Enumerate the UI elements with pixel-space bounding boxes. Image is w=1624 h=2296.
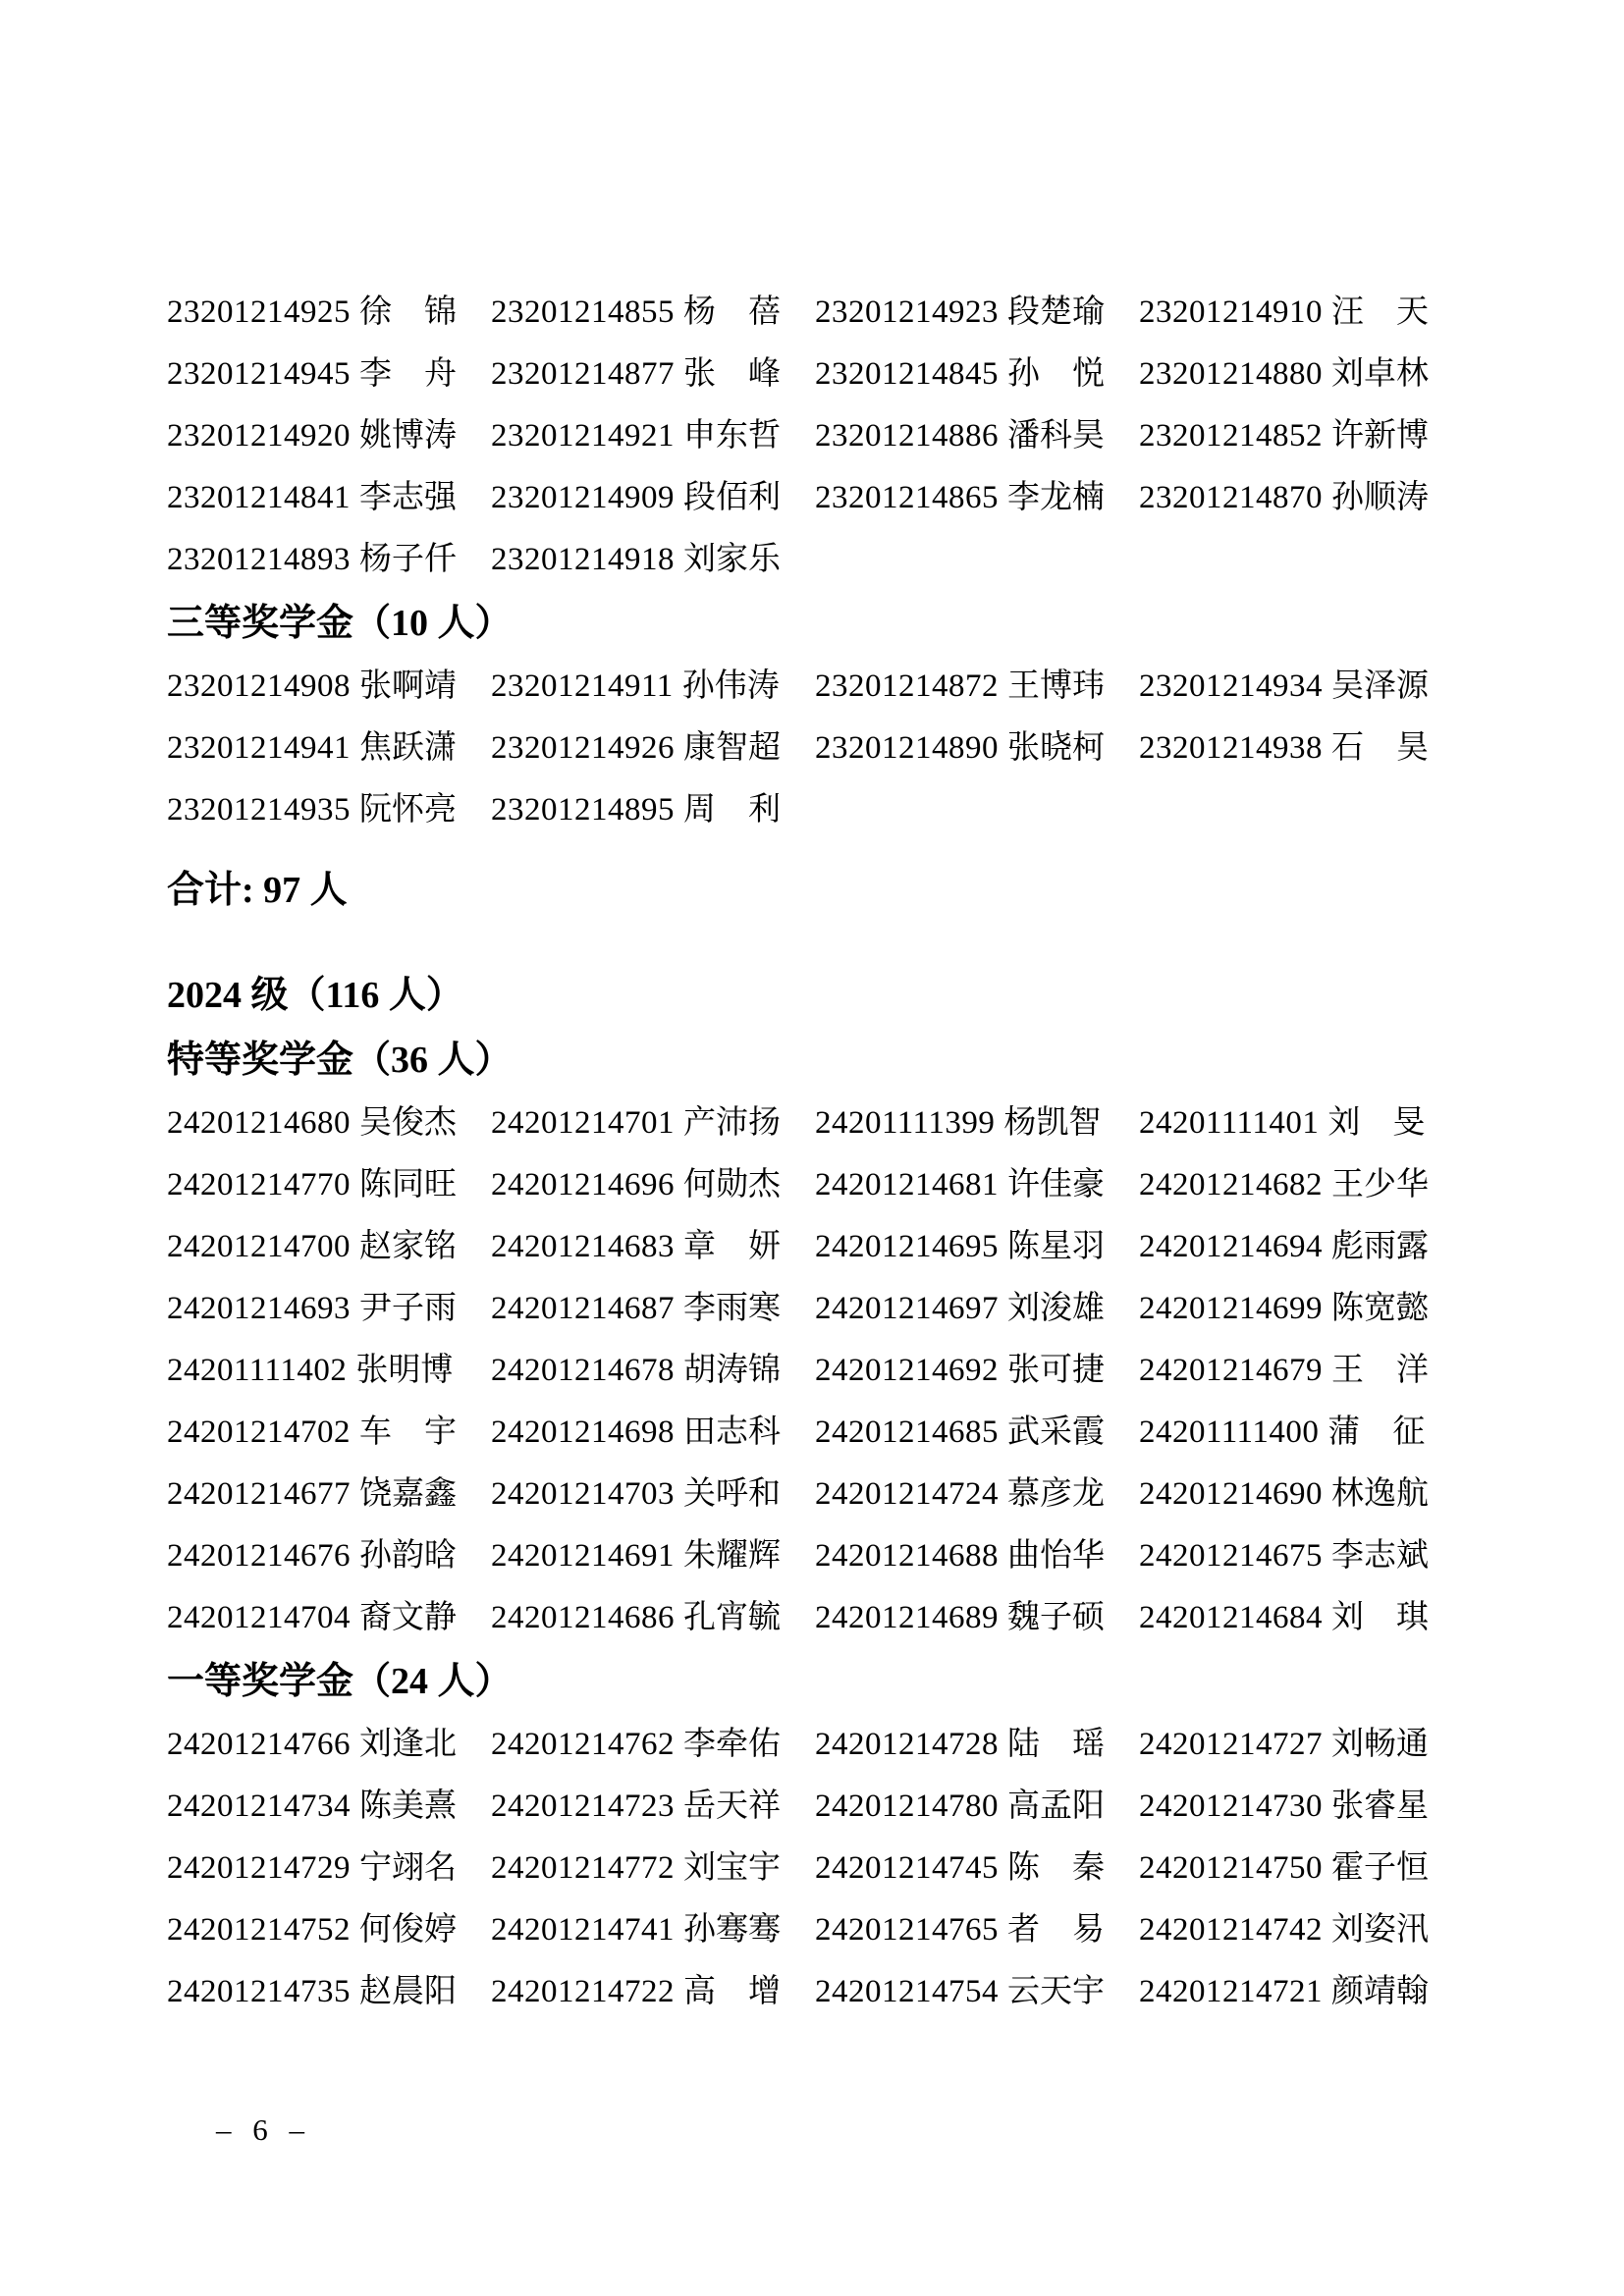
student-id: 23201214934 <box>1139 668 1323 704</box>
student-id: 24201214683 <box>491 1229 675 1264</box>
student-name: 慕彦龙 <box>1007 1476 1105 1512</box>
student-name: 张睿星 <box>1331 1789 1429 1824</box>
student-entry <box>1139 405 1463 467</box>
student-id: 23201214911 <box>491 668 674 704</box>
student-id: 24201214684 <box>1139 1600 1323 1635</box>
student-entry <box>491 656 815 718</box>
student-name: 刘家乐 <box>683 542 781 577</box>
student-id: 24201214701 <box>491 1105 675 1141</box>
student-id: 23201214918 <box>491 542 675 577</box>
entry-row <box>167 1402 1483 1464</box>
student-entry <box>1139 1961 1463 2023</box>
student-entry <box>167 1525 491 1587</box>
student-entry <box>1139 1093 1463 1154</box>
section-heading: 三等奖学金（10 人） <box>167 603 513 644</box>
student-id: 23201214923 <box>815 294 999 330</box>
student-name: 颜靖翰 <box>1331 1974 1429 2009</box>
student-name: 裔文静 <box>359 1600 457 1635</box>
student-id: 24201214689 <box>815 1600 999 1635</box>
student-id: 23201214925 <box>167 294 351 330</box>
student-id: 24201214697 <box>815 1291 999 1326</box>
student-name: 李雨寒 <box>683 1291 781 1326</box>
student-name: 刘宝宇 <box>683 1850 781 1886</box>
entry-row <box>167 1776 1483 1838</box>
student-name: 许佳豪 <box>1007 1167 1105 1202</box>
student-id: 24201214770 <box>167 1167 351 1202</box>
student-id: 23201214852 <box>1139 418 1323 454</box>
student-entry <box>1139 656 1463 718</box>
student-id: 23201214841 <box>167 480 351 515</box>
student-name: 张啊靖 <box>359 668 457 704</box>
student-entry <box>815 1899 1139 1961</box>
student-entry <box>491 282 815 344</box>
student-name: 张明博 <box>355 1353 454 1388</box>
student-id: 24201214703 <box>491 1476 675 1512</box>
student-name: 胡涛锦 <box>683 1353 781 1388</box>
entries-block <box>167 1093 1483 1649</box>
student-id: 24201214686 <box>491 1600 675 1635</box>
student-name: 孙顺涛 <box>1331 480 1429 515</box>
student-name: 石 昊 <box>1331 730 1429 766</box>
entry-row <box>167 405 1483 467</box>
student-id: 23201214877 <box>491 356 675 392</box>
student-id: 24201214745 <box>815 1850 999 1886</box>
student-entry <box>815 1525 1139 1587</box>
student-name: 周 利 <box>683 792 781 828</box>
student-name: 康智超 <box>683 730 781 766</box>
entry-row <box>167 467 1483 529</box>
student-entry <box>167 1340 491 1402</box>
student-entry <box>815 1402 1139 1464</box>
student-name: 姚博涛 <box>359 418 457 454</box>
student-name: 饶嘉鑫 <box>359 1476 457 1512</box>
student-entry <box>491 344 815 405</box>
student-entry <box>1139 1899 1463 1961</box>
student-name: 陆 瑶 <box>1007 1727 1105 1762</box>
student-entry <box>1139 1776 1463 1838</box>
student-entry <box>815 1340 1139 1402</box>
student-entry <box>491 1216 815 1278</box>
student-name: 孙韵晗 <box>359 1538 457 1574</box>
entry-row <box>167 1464 1483 1525</box>
student-id: 24201214741 <box>491 1912 675 1948</box>
student-id: 23201214870 <box>1139 480 1323 515</box>
student-id: 24201214676 <box>167 1538 351 1574</box>
student-entry <box>1139 1216 1463 1278</box>
student-id: 24201214780 <box>815 1789 999 1824</box>
student-name: 何俊婷 <box>359 1912 457 1948</box>
section-heading: 特等奖学金（36 人） <box>167 1040 513 1081</box>
student-id: 23201214855 <box>491 294 675 330</box>
student-name: 刘浚雄 <box>1007 1291 1105 1326</box>
student-entry <box>167 718 491 779</box>
entries-block <box>167 1714 1483 2023</box>
student-name: 段佰利 <box>683 480 781 515</box>
student-id: 24201214700 <box>167 1229 351 1264</box>
student-id: 24201214728 <box>815 1727 999 1762</box>
student-name: 李牵佑 <box>683 1727 781 1762</box>
student-id: 24201214730 <box>1139 1789 1323 1824</box>
student-entry <box>491 1278 815 1340</box>
student-name: 李志强 <box>359 480 457 515</box>
entry-row <box>167 1340 1483 1402</box>
student-id: 23201214935 <box>167 792 351 828</box>
student-id: 24201214727 <box>1139 1727 1323 1762</box>
student-entry <box>167 529 491 591</box>
student-id: 23201214895 <box>491 792 675 828</box>
student-name: 阮怀亮 <box>359 792 457 828</box>
student-entry <box>1139 718 1463 779</box>
student-entry <box>167 1402 491 1464</box>
student-name: 孙 悦 <box>1007 356 1105 392</box>
student-entry <box>815 1838 1139 1899</box>
student-entry <box>167 1899 491 1961</box>
student-entry <box>167 1714 491 1776</box>
student-id: 24201214729 <box>167 1850 351 1886</box>
student-id: 24201111401 <box>1139 1105 1320 1141</box>
student-id: 23201214921 <box>491 418 675 454</box>
student-entry <box>167 282 491 344</box>
student-entry <box>167 1216 491 1278</box>
student-name: 武采霞 <box>1007 1415 1105 1450</box>
student-id: 24201214698 <box>491 1415 675 1450</box>
entry-row <box>167 1587 1483 1649</box>
student-name: 陈星羽 <box>1007 1229 1105 1264</box>
student-name: 汪 天 <box>1331 294 1429 330</box>
student-entry <box>815 1093 1139 1154</box>
student-name: 何勋杰 <box>683 1167 781 1202</box>
section-heading: 一等奖学金（24 人） <box>167 1661 513 1702</box>
entries-block <box>167 282 1483 591</box>
student-id: 24201214692 <box>815 1353 999 1388</box>
entry-row <box>167 718 1483 779</box>
student-entry <box>1139 1340 1463 1402</box>
student-entry <box>1139 467 1463 529</box>
student-entry <box>815 1587 1139 1649</box>
student-name: 吴泽源 <box>1331 668 1429 704</box>
student-name: 杨子仟 <box>359 542 457 577</box>
student-id: 24201214702 <box>167 1415 351 1450</box>
student-entry <box>1139 1278 1463 1340</box>
student-name: 孙骞骞 <box>683 1912 781 1948</box>
student-id: 23201214910 <box>1139 294 1323 330</box>
student-entry <box>491 1525 815 1587</box>
student-id: 24201214694 <box>1139 1229 1323 1264</box>
student-entry <box>1139 1402 1463 1464</box>
student-name: 车 宇 <box>359 1415 457 1450</box>
student-entry <box>491 1899 815 1961</box>
student-entry <box>491 1340 815 1402</box>
student-entry <box>167 1154 491 1216</box>
student-id: 23201214880 <box>1139 356 1323 392</box>
student-entry <box>491 405 815 467</box>
student-name: 赵晨阳 <box>359 1974 457 2009</box>
student-entry <box>815 282 1139 344</box>
student-id: 24201111400 <box>1139 1415 1320 1450</box>
student-id: 24201111402 <box>167 1353 348 1388</box>
student-entry <box>491 1464 815 1525</box>
student-id: 24201214750 <box>1139 1850 1323 1886</box>
student-id: 24201214680 <box>167 1105 351 1141</box>
entry-row <box>167 656 1483 718</box>
student-name: 焦跃潇 <box>359 730 457 766</box>
student-id: 23201214941 <box>167 730 351 766</box>
student-name: 王少华 <box>1331 1167 1429 1202</box>
student-name: 陈同旺 <box>359 1167 457 1202</box>
student-name: 杨凯智 <box>1003 1105 1102 1141</box>
student-entry <box>1139 1714 1463 1776</box>
student-name: 陈宽懿 <box>1331 1291 1429 1326</box>
student-entry <box>491 1587 815 1649</box>
student-entry <box>815 718 1139 779</box>
student-entry <box>491 1402 815 1464</box>
student-entry <box>167 656 491 718</box>
student-name: 刘 旻 <box>1327 1105 1426 1141</box>
student-id: 24201214682 <box>1139 1167 1323 1202</box>
student-id: 24201214675 <box>1139 1538 1323 1574</box>
student-name: 杨 蓓 <box>683 294 781 330</box>
student-id: 23201214886 <box>815 418 999 454</box>
student-name: 者 易 <box>1007 1912 1105 1948</box>
student-entry <box>491 718 815 779</box>
student-name: 孔宵毓 <box>683 1600 781 1635</box>
student-id: 24201214699 <box>1139 1291 1323 1326</box>
student-name: 霍子恒 <box>1331 1850 1429 1886</box>
student-name: 徐 锦 <box>359 294 457 330</box>
entry-row <box>167 529 1483 591</box>
student-entry <box>167 1961 491 2023</box>
student-name: 高孟阳 <box>1007 1789 1105 1824</box>
student-entry <box>815 1464 1139 1525</box>
student-entry <box>815 1776 1139 1838</box>
student-entry <box>167 1776 491 1838</box>
student-id: 24201214765 <box>815 1912 999 1948</box>
student-id: 24201214721 <box>1139 1974 1323 2009</box>
student-entry <box>491 1714 815 1776</box>
student-id: 24201214695 <box>815 1229 999 1264</box>
student-id: 23201214938 <box>1139 730 1323 766</box>
student-id: 24201214735 <box>167 1974 351 2009</box>
student-id: 23201214845 <box>815 356 999 392</box>
student-name: 张可捷 <box>1007 1353 1105 1388</box>
student-entry <box>1139 1838 1463 1899</box>
student-entry <box>1139 1525 1463 1587</box>
entry-row <box>167 1714 1483 1776</box>
student-id: 24201214678 <box>491 1353 675 1388</box>
student-id: 23201214926 <box>491 730 675 766</box>
student-entry <box>815 1216 1139 1278</box>
student-id: 24201111399 <box>815 1105 996 1141</box>
student-name: 高 增 <box>683 1974 781 2009</box>
student-name: 宁翊名 <box>359 1850 457 1886</box>
entry-row <box>167 1093 1483 1154</box>
student-id: 23201214865 <box>815 480 999 515</box>
student-id: 24201214724 <box>815 1476 999 1512</box>
student-entry <box>815 1278 1139 1340</box>
student-id: 23201214872 <box>815 668 999 704</box>
student-id: 24201214723 <box>491 1789 675 1824</box>
page-number: – 6 – <box>216 2112 311 2147</box>
student-entry <box>1139 282 1463 344</box>
student-entry <box>167 405 491 467</box>
student-id: 23201214945 <box>167 356 351 392</box>
student-entry <box>491 467 815 529</box>
student-entry <box>1139 1154 1463 1216</box>
student-name: 孙伟涛 <box>681 668 780 704</box>
student-id: 24201214696 <box>491 1167 675 1202</box>
student-name: 许新博 <box>1331 418 1429 454</box>
student-name: 王博玮 <box>1007 668 1105 704</box>
student-name: 蒲 征 <box>1327 1415 1426 1450</box>
student-entry <box>491 1961 815 2023</box>
student-entry <box>1139 1464 1463 1525</box>
student-id: 23201214909 <box>491 480 675 515</box>
student-entry <box>167 779 491 841</box>
student-name: 吴俊杰 <box>359 1105 457 1141</box>
student-entry <box>167 1278 491 1340</box>
student-name: 刘逢北 <box>359 1727 457 1762</box>
student-id: 24201214691 <box>491 1538 675 1574</box>
entry-row <box>167 1278 1483 1340</box>
student-id: 23201214920 <box>167 418 351 454</box>
student-name: 张 峰 <box>683 356 781 392</box>
student-id: 24201214677 <box>167 1476 351 1512</box>
student-name: 陈美熹 <box>359 1789 457 1824</box>
student-id: 24201214766 <box>167 1727 351 1762</box>
student-id: 24201214752 <box>167 1912 351 1948</box>
student-id: 24201214681 <box>815 1167 999 1202</box>
student-entry <box>167 344 491 405</box>
student-entry <box>491 1154 815 1216</box>
student-name: 产沛扬 <box>683 1105 781 1141</box>
student-name: 岳天祥 <box>683 1789 781 1824</box>
student-name: 段楚瑜 <box>1007 294 1105 330</box>
entry-row <box>167 1216 1483 1278</box>
document-content <box>167 282 1483 2023</box>
student-name: 林逸航 <box>1331 1476 1429 1512</box>
student-name: 刘姿汛 <box>1331 1912 1429 1948</box>
student-id: 24201214687 <box>491 1291 675 1326</box>
student-id: 24201214772 <box>491 1850 675 1886</box>
student-name: 刘卓林 <box>1331 356 1429 392</box>
student-id: 24201214754 <box>815 1974 999 2009</box>
student-name: 魏子硕 <box>1007 1600 1105 1635</box>
entry-row <box>167 1525 1483 1587</box>
student-name: 赵家铭 <box>359 1229 457 1264</box>
student-entry <box>815 1714 1139 1776</box>
section-heading: 2024 级（116 人） <box>167 975 463 1016</box>
student-name: 刘畅通 <box>1331 1727 1429 1762</box>
student-name: 王 洋 <box>1331 1353 1429 1388</box>
student-entry <box>491 1838 815 1899</box>
student-id: 24201214722 <box>491 1974 675 2009</box>
student-name: 尹子雨 <box>359 1291 457 1326</box>
student-entry <box>491 779 815 841</box>
entry-row <box>167 1961 1483 2023</box>
entry-row <box>167 1154 1483 1216</box>
student-id: 24201214688 <box>815 1538 999 1574</box>
entry-row <box>167 779 1483 841</box>
student-name: 陈 秦 <box>1007 1850 1105 1886</box>
student-entry <box>491 1093 815 1154</box>
entry-row <box>167 1899 1483 1961</box>
student-id: 24201214679 <box>1139 1353 1323 1388</box>
student-id: 24201214734 <box>167 1789 351 1824</box>
student-name: 张晓柯 <box>1007 730 1105 766</box>
student-entry <box>815 467 1139 529</box>
student-name: 潘科昊 <box>1007 418 1105 454</box>
student-id: 24201214742 <box>1139 1912 1323 1948</box>
student-id: 24201214762 <box>491 1727 675 1762</box>
student-entry <box>815 1154 1139 1216</box>
entry-row <box>167 282 1483 344</box>
student-name: 云天宇 <box>1007 1974 1105 2009</box>
student-entry <box>167 1093 491 1154</box>
student-entry <box>1139 344 1463 405</box>
student-id: 23201214893 <box>167 542 351 577</box>
student-id: 23201214890 <box>815 730 999 766</box>
student-name: 朱耀辉 <box>683 1538 781 1574</box>
total-line: 合计: 97 人 <box>167 870 348 911</box>
student-entry <box>491 1776 815 1838</box>
student-name: 李 舟 <box>359 356 457 392</box>
student-id: 24201214704 <box>167 1600 351 1635</box>
student-entry <box>1139 1587 1463 1649</box>
student-name: 章 妍 <box>683 1229 781 1264</box>
student-entry <box>491 529 815 591</box>
entry-row <box>167 344 1483 405</box>
student-entry <box>167 1464 491 1525</box>
student-name: 李志斌 <box>1331 1538 1429 1574</box>
student-entry <box>167 467 491 529</box>
entry-row <box>167 1838 1483 1899</box>
student-id: 23201214908 <box>167 668 351 704</box>
student-name: 曲怡华 <box>1007 1538 1105 1574</box>
student-name: 关呼和 <box>683 1476 781 1512</box>
entries-block <box>167 656 1483 841</box>
student-entry <box>167 1838 491 1899</box>
student-entry <box>815 1961 1139 2023</box>
student-name: 田志科 <box>683 1415 781 1450</box>
student-entry <box>815 344 1139 405</box>
student-entry <box>815 405 1139 467</box>
student-name: 刘 琪 <box>1331 1600 1429 1635</box>
student-name: 李龙楠 <box>1007 480 1105 515</box>
student-id: 24201214690 <box>1139 1476 1323 1512</box>
student-entry <box>815 656 1139 718</box>
student-name: 申东哲 <box>683 418 781 454</box>
student-id: 24201214685 <box>815 1415 999 1450</box>
student-id: 24201214693 <box>167 1291 351 1326</box>
student-entry <box>167 1587 491 1649</box>
student-name: 彪雨露 <box>1331 1229 1429 1264</box>
